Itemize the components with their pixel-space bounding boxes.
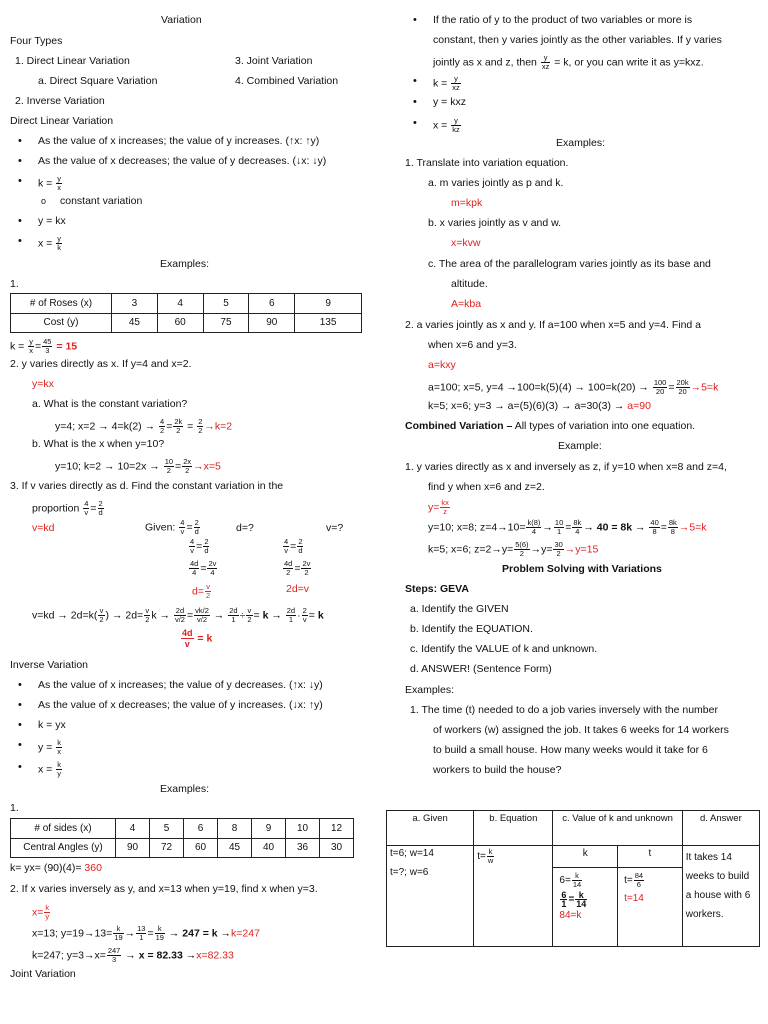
joint-example-1a: a. m varies jointly as p and k.: [428, 177, 564, 189]
example-1-number: 1.: [10, 278, 19, 290]
roses-cell: 75: [203, 313, 249, 333]
example-2a: a. What is the constant variation?: [32, 398, 188, 410]
chain-result: $\frac{4d}{v}$ = k: [182, 628, 213, 649]
roses-header-cell: 4: [157, 294, 203, 314]
inverse-example-2-eq: x= $\frac{k}{y}$: [32, 903, 50, 921]
inverse-example-1-number: 1.: [10, 802, 19, 814]
d-answer-label: d=: [192, 585, 204, 598]
sides-header-cell: 6: [184, 819, 218, 839]
inv-answer-2: x=82.33: [196, 949, 234, 962]
roses-cell: 90: [249, 313, 295, 333]
k-result-value: = 15: [56, 340, 78, 353]
type-1: 1. Direct Linear Variation: [15, 55, 130, 67]
roses-header-cell: # of Roses (x): [11, 294, 112, 314]
examples-label: Examples:: [160, 258, 210, 270]
inverse-example-2-work-2: k=247; y=3→x= $\frac{247}{3}$ → x = 82.33 →x=82.33: [32, 946, 234, 964]
inv-work2b: → x = 82.33 →: [125, 949, 197, 962]
combined-work-2: k=5; x=6; z=2→y= $\frac{5(6)}{2}$ →y= $\frac{30}{2}$ →y=15: [428, 540, 599, 558]
y-over-x: $\frac{y}{x}$: [57, 174, 61, 192]
d-answer: d= $\frac{v}{2}$: [192, 582, 211, 600]
direct-k-formula: [38, 175, 63, 192]
geva-table: [386, 810, 760, 947]
constant-variation: o constant variation: [60, 195, 142, 208]
sides-header-cell: 4: [116, 819, 150, 839]
joint-example-2-line-1: 2. a varies jointly as x and y. If a=100 when x=5 and y=4. Find a: [405, 319, 702, 331]
combined-heading: Combined Variation –: [405, 420, 513, 432]
sides-cell: 36: [286, 838, 320, 858]
jk-label: k =: [433, 77, 448, 90]
sides-cell: Central Angles (y): [11, 838, 116, 858]
inv-k-result-value: 360: [84, 862, 102, 874]
inverse-heading: Inverse Variation: [10, 659, 89, 671]
type-3: 3. Joint Variation: [235, 55, 313, 67]
joint-x-formula: • x = $\frac{y}{kz}$: [433, 117, 462, 134]
roses-cell: Cost (y): [11, 313, 112, 333]
jx-label: x =: [433, 119, 448, 132]
sides-cell: 60: [184, 838, 218, 858]
k-result-line: k = $\frac{y}{x}$ = $\frac{45}{3}$ = 15: [10, 337, 78, 355]
geva-t-value: t=14: [624, 892, 644, 904]
sides-cell: 40: [252, 838, 286, 858]
examples-label: Examples:: [556, 137, 606, 149]
combined-equation: y= $\frac{kx}{z}$: [428, 498, 449, 516]
sides-header-cell: # of sides (x): [11, 819, 116, 839]
sides-data-row: [11, 838, 354, 858]
geva-t-label: t: [618, 846, 682, 867]
given-line-1: t=6; w=14: [390, 848, 434, 859]
inverse-x-formula: • x = $\frac{k}{y}$: [38, 761, 63, 778]
v-work-1: $\frac{4}{v}$ = $\frac{2}{d}$: [284, 537, 303, 555]
joint-example-1b-answer: x=kvw: [451, 237, 481, 249]
direct-x-formula: [38, 235, 63, 252]
direct-heading: Direct Linear Variation: [10, 115, 114, 127]
example-3: 3. If v varies directly as d. Find the constant variation in the: [10, 480, 284, 492]
joint-example-1a-answer: m=kpk: [451, 197, 483, 209]
k-eq-label: k =: [38, 177, 53, 190]
problem-solving-heading: Problem Solving with Variations: [502, 563, 662, 575]
d-work-2: $\frac{4d}{4}$ = $\frac{2v}{4}$: [190, 559, 217, 577]
inv-work2-text: k=247; y=3→x=: [32, 949, 106, 962]
geva-header-equation: b. Equation: [474, 811, 553, 846]
combined-example-line-1: 1. y varies directly as x and inversely as z, if y=10 when x=8 and z=4,: [405, 461, 727, 473]
joint-example-2-work-1: a=100; x=5, y=4 →100=k(5)(4) → 100=k(20) → $\frac{100}{20}$ = $\frac{20k}{20}$ →5=k: [428, 378, 719, 396]
given-block: Given: $\frac{4}{v}$ = $\frac{2}{d}$: [145, 518, 199, 536]
step-b: b. Identify the EQUATION.: [410, 623, 533, 635]
step-d: d. ANSWER! (Sentence Form): [410, 663, 552, 675]
proportion-label: proportion: [32, 502, 80, 515]
roses-cell: 60: [157, 313, 203, 333]
sides-header-cell: 5: [150, 819, 184, 839]
geva-t-work: t= $\frac{84}{6}$ t=14: [618, 867, 682, 946]
twod-v-answer: 2d=v: [286, 583, 310, 595]
joint-k-formula: • k = $\frac{y}{xz}$: [433, 75, 462, 92]
inv-k-result-text: k= yx= (90)(4)=: [10, 862, 82, 874]
c-work2-text: k=5; x=6; z=2→y=: [428, 543, 514, 556]
roses-table: [10, 293, 362, 333]
combined-heading-line: [405, 420, 695, 433]
joint-bullet-line-2: constant, then y varies jointly as the other variables. If y varies: [433, 34, 722, 46]
sides-header-cell: 10: [286, 819, 320, 839]
sides-table: [10, 818, 354, 858]
direct-bullet-2: • As the value of x decreases; the value of y decreases. (↓x: ↓y): [38, 155, 326, 168]
sides-cell: 45: [218, 838, 252, 858]
ps-examples-label: Examples:: [405, 684, 455, 696]
d-work-1: $\frac{4}{v}$ = $\frac{2}{d}$: [190, 537, 209, 555]
joint-example-2-line-2: when x=6 and y=3.: [428, 339, 517, 351]
joint-example-2-equation: a=kxy: [428, 359, 456, 371]
roses-header-cell: 3: [112, 294, 158, 314]
inverse-k-result: [10, 862, 102, 875]
joint-example-2-work-2: [428, 400, 651, 413]
example-2b-work-text: y=10; k=2 → 10=2x →: [55, 460, 160, 473]
example-2b: b. What is the x when y=10?: [32, 438, 165, 450]
geva-value-subtable: [553, 846, 681, 946]
joint-example-1: 1. Translate into variation equation.: [405, 157, 569, 169]
joint-l3b: = k, or you can write it as y=kxz.: [554, 56, 704, 69]
joint-work1-text: a=100; x=5, y=4 →100=k(5)(4) → 100=k(20) →: [428, 381, 649, 394]
sides-cell: 72: [150, 838, 184, 858]
step-c: c. Identify the VALUE of k and unknown.: [410, 643, 598, 655]
inv-eq-label: x=: [32, 906, 44, 919]
k-result-lead: k =: [10, 340, 25, 353]
roses-header-cell: 6: [249, 294, 295, 314]
ps-example-line-4: workers to build the house?: [433, 764, 562, 776]
sides-header-row: [11, 819, 354, 839]
y-over-k: $\frac{y}{k}$: [57, 234, 61, 252]
inv-y-label: y =: [38, 741, 53, 754]
example-2b-answer: →x=5: [193, 460, 221, 473]
direct-bullet-1: • As the value of x increases; the value of y increases. (↑x: ↑y): [38, 135, 319, 148]
inverse-y-formula: • y = $\frac{k}{x}$: [38, 739, 63, 756]
sides-header-cell: 9: [252, 819, 286, 839]
title: Variation: [161, 14, 202, 26]
joint-example-1c: c. The area of the parallelogram varies jointly as its base and: [428, 258, 711, 270]
ps-example-line-3: to build a small house. How many weeks would it take for 6: [433, 744, 708, 756]
x-eq-label: x =: [38, 237, 53, 250]
step-a: a. Identify the GIVEN: [410, 603, 509, 615]
inverse-example-2: 2. If x varies inversely as y, and x=13 when y=19, find x when y=3.: [10, 883, 318, 895]
four-types-heading: Four Types: [10, 35, 63, 47]
geva-header-answer: d. Answer: [682, 811, 759, 846]
inverse-bullet-1: • As the value of x increases; the value of y decreases. (↑x: ↓y): [38, 679, 323, 692]
geva-equation-cell: t= $\frac{k}{w}$: [474, 846, 553, 947]
joint-example-1b: b. x varies jointly as v and w.: [428, 217, 562, 229]
example-2b-work: y=10; k=2 → 10=2x → $\frac{10}{2}$ = $\frac{2x}{2}$ →x=5: [55, 457, 221, 475]
joint-heading: Joint Variation: [10, 968, 76, 980]
combined-example-label: Example:: [558, 440, 602, 452]
given-label: Given:: [145, 521, 176, 534]
c-work1b: → 40 = 8k →: [583, 521, 646, 534]
combined-work-1: y=10; x=8; z=4→10= $\frac{k(8)}{4}$ → $\frac{10}{1}$ = $\frac{8k}{4}$ → 40 = 8k → $\frac{40}{8}$ = $\frac{8k}{8}$ →5=k: [428, 518, 707, 536]
c-answer-2: →y=15: [564, 543, 599, 556]
joint-answer-2: a=90: [627, 400, 651, 412]
sides-cell: 90: [116, 838, 150, 858]
type-4: 4. Combined Variation: [235, 75, 339, 87]
geva-eq-label: t=: [477, 851, 486, 863]
d-question: d=?: [236, 522, 254, 534]
example-2: 2. y varies directly as x. If y=4 and x=2.: [10, 358, 192, 370]
combined-text: All types of variation into one equation.: [514, 420, 696, 432]
example-3-chain: v=kd → 2d=k( $\frac{v}{2}$ ) → 2d= $\frac{v}{2}$ k → $\frac{2d}{v/2}$ = $\frac{vk/2}{v/2}$ → $\frac{2d}{1}$ ÷ $\frac{v}{2}$ = k → $\frac{2d}{1}$ · $\frac{2}{v}$ = k: [32, 606, 324, 624]
joint-bullet-line-3: jointly as x and z, then $\frac{y}{xz}$ = k, or you can write it as y=kxz.: [433, 53, 704, 71]
geva-k-work: 6= $\frac{k}{14}$ $\frac{6}{1}$ = $\frac{k}{14}$ 84=k: [553, 867, 617, 946]
steps-heading: Steps: GEVA: [405, 583, 469, 595]
example-2a-work: y=4; x=2 → 4=k(2) → $\frac{4}{2}$ = $\frac{2k}{2}$ = $\frac{2}{2}$ →k=2: [55, 417, 233, 435]
joint-l3a: jointly as x and z, then: [433, 56, 537, 69]
roses-cell: 135: [295, 313, 362, 333]
type-2: 2. Inverse Variation: [15, 95, 105, 107]
joint-example-1c-line-2: altitude.: [451, 278, 488, 290]
geva-k-value: 84=k: [559, 909, 582, 921]
ps-example-line-1: 1. The time (t) needed to do a job varies inversely with the number: [410, 704, 718, 716]
roses-data-row: [11, 313, 362, 333]
direct-y-formula: • y = kx: [38, 215, 66, 228]
geva-header-given: a. Given: [387, 811, 474, 846]
inverse-examples-label: Examples:: [160, 783, 210, 795]
geva-header-value: c. Value of k and unknown: [553, 811, 682, 846]
joint-example-1c-answer: A=kba: [451, 298, 482, 310]
inverse-bullet-2: • As the value of x decreases; the value of y increases. (↓x: ↑y): [38, 699, 323, 712]
example-2-equation: y=kx: [32, 378, 54, 390]
geva-body-row: [387, 846, 760, 947]
c-answer-1: →5=k: [678, 521, 707, 534]
inverse-example-2-work-1: x=13; y=19→13= $\frac{k}{19}$ → $\frac{13}{1}$ = $\frac{k}{19}$ → 247 = k →k=247: [32, 924, 260, 942]
ps-example-line-2: of workers (w) assigned the job. It takes 6 weeks for 14 workers: [433, 724, 729, 736]
v-work-2: $\frac{4d}{2}$ = $\frac{2v}{2}$: [284, 559, 311, 577]
geva-answer-cell: It takes 14 weeks to build a house with 6 workers.: [682, 846, 759, 947]
roses-header-cell: 5: [203, 294, 249, 314]
geva-value-cell: [553, 846, 682, 947]
example-3-proportion: proportion $\frac{4}{v}$ = $\frac{2}{d}$: [32, 499, 103, 517]
inv-work1-text: x=13; y=19→13=: [32, 927, 113, 940]
chain-lead: v=kd → 2d=k(: [32, 609, 98, 622]
geva-header-row: [387, 811, 760, 846]
v-question: v=?: [326, 522, 344, 534]
sides-cell: 30: [320, 838, 354, 858]
inv-answer-1: k=247: [231, 927, 260, 940]
example-2a-answer: →k=2: [204, 420, 233, 433]
geva-k-label: k: [553, 846, 617, 867]
given-line-2: t=?; w=6: [390, 867, 429, 878]
joint-y-formula: • y = kxz: [433, 96, 466, 109]
inv-work1b: → 247 = k →: [168, 927, 232, 940]
roses-cell: 45: [112, 313, 158, 333]
geva-given-cell: [387, 846, 474, 947]
c-work1-text: y=10; x=8; z=4→10=: [428, 521, 526, 534]
inv-x-label: x =: [38, 763, 53, 776]
combined-example-line-2: find y when x=6 and z=2.: [428, 481, 545, 493]
type-1a: a. Direct Square Variation: [38, 75, 158, 87]
example-2a-work-text: y=4; x=2 → 4=k(2) →: [55, 420, 156, 433]
inverse-k-formula: • k = yx: [38, 719, 66, 732]
sides-header-cell: 12: [320, 819, 354, 839]
joint-bullet-line-1: • If the ratio of y to the product of two variables or more is: [433, 14, 692, 27]
example-3-equation: v=kd: [32, 522, 55, 534]
sides-header-cell: 8: [218, 819, 252, 839]
roses-header-row: [11, 294, 362, 314]
c-eq-label: y=: [428, 501, 440, 514]
roses-header-cell: 9: [295, 294, 362, 314]
joint-answer-1: →5=k: [690, 381, 719, 394]
joint-work2-text: k=5; x=6; y=3 → a=(5)(6)(3) → a=30(3) →: [428, 400, 625, 412]
